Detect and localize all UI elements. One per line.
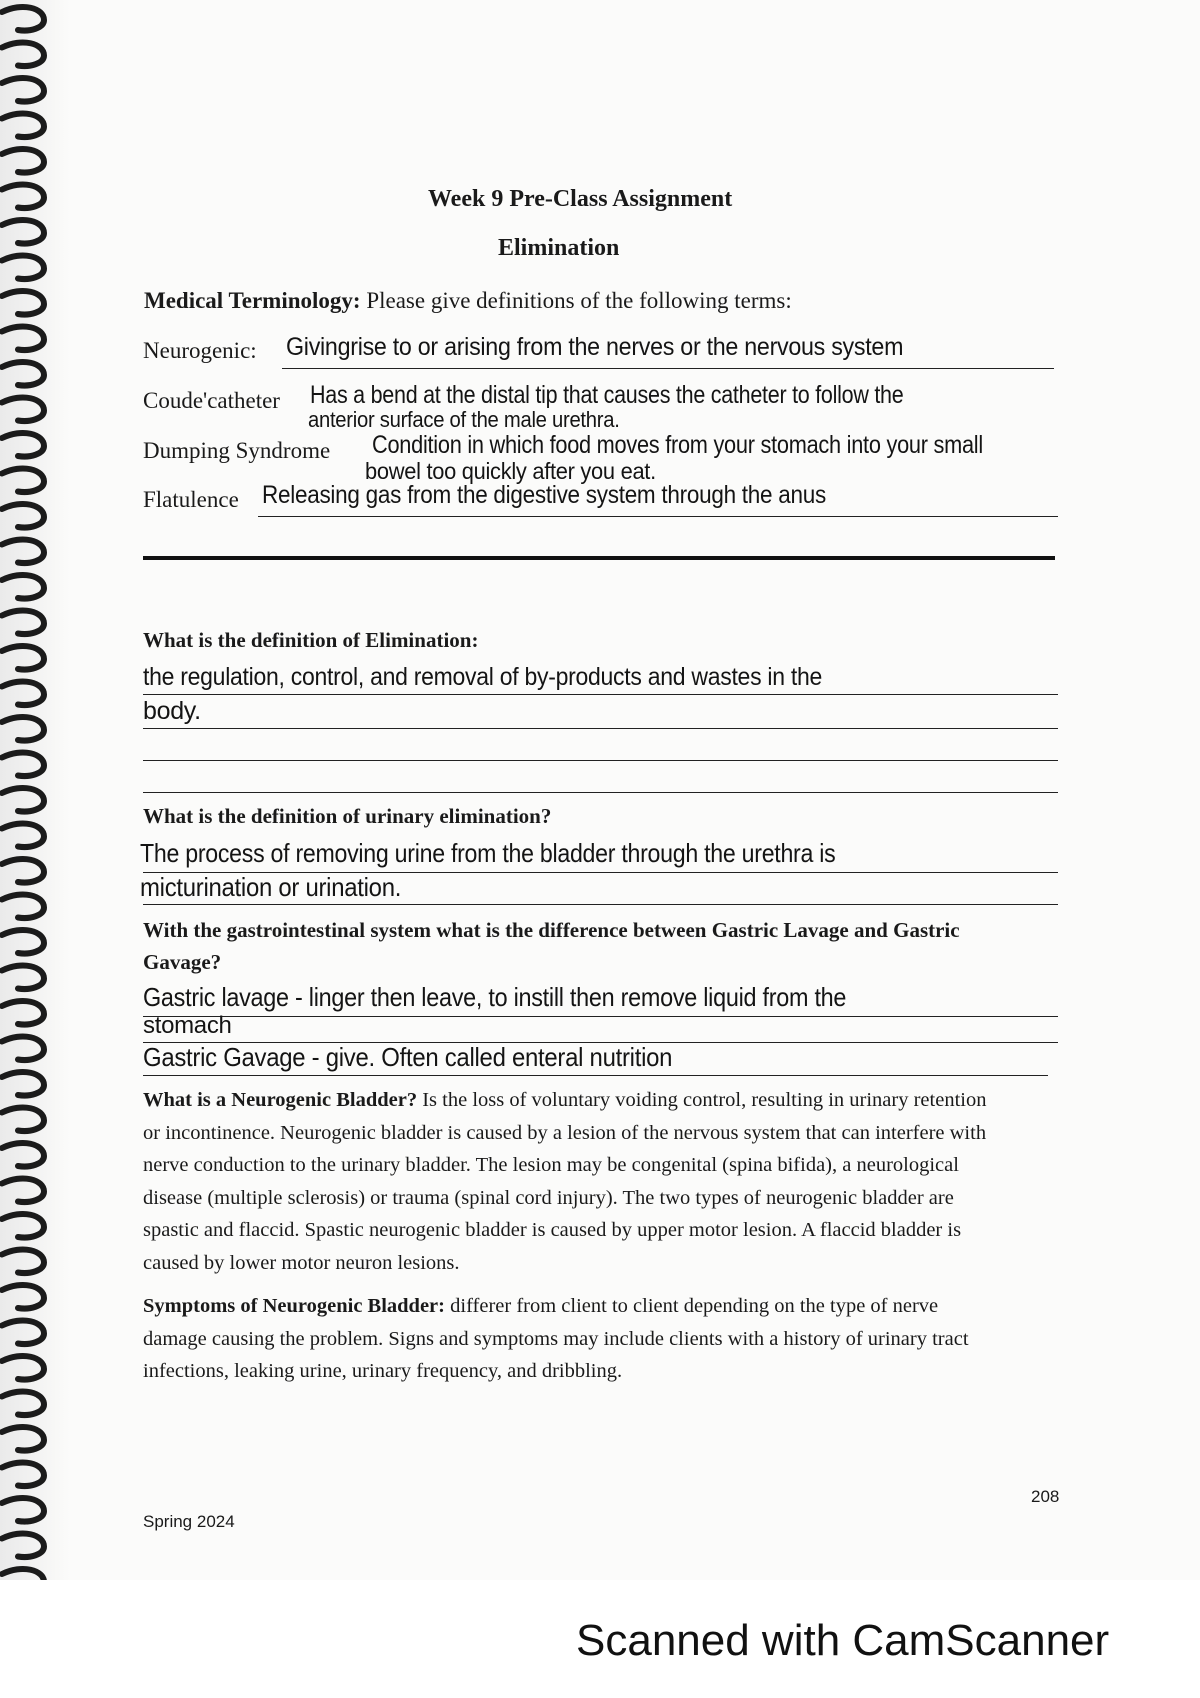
page-number: 208 xyxy=(1031,1487,1060,1506)
med-term-heading-line xyxy=(144,288,792,314)
answer-line-blank xyxy=(143,556,1055,560)
answer-dumping-syndrome-2: bowel too quickly after you eat. xyxy=(365,458,656,484)
answer-line xyxy=(143,694,1058,695)
symptoms-heading: Symptoms of Neurogenic Bladder: xyxy=(143,1295,445,1317)
answer-line xyxy=(258,516,1058,517)
answer-gastric-1: Gastric lavage - linger then leave, to instill then remove liquid from the xyxy=(143,982,847,1012)
answer-dumping-syndrome-1: Condition in which food moves from your stomach into your small xyxy=(372,431,983,459)
answer-line-blank xyxy=(143,760,1058,761)
term-label-neurogenic: Neurogenic: xyxy=(143,338,257,363)
answer-line-blank xyxy=(143,792,1058,793)
answer-urinary-1: The process of removing urine from the bladder through the urethra is xyxy=(140,838,836,868)
answer-line xyxy=(143,1075,1048,1076)
answer-elimination-2: body. xyxy=(143,697,201,725)
spiral-binding xyxy=(0,0,70,1580)
symptoms-body: differer from client to client depending on the type of nerve damage causing the problem. Signs and symptoms may include clients with a history of urinary tract infections, leaking urine, urinary frequency, and dribbling. xyxy=(143,1295,969,1382)
term-label-flatulence: Flatulence xyxy=(143,487,239,512)
symptoms-paragraph xyxy=(143,1290,1003,1388)
answer-neurogenic: Givingrise to or arising from the nerves or the nervous system xyxy=(286,333,904,361)
question-gastric-2: Gavage? xyxy=(143,950,222,974)
answer-coude-catheter-2: anterior surface of the male urethra. xyxy=(308,407,620,432)
answer-line xyxy=(282,368,1054,369)
question-gastric-1: With the gastrointestinal system what is the difference between Gastric Lavage and Gastric xyxy=(143,918,960,942)
question-urinary-elimination: What is the definition of urinary elimination? xyxy=(143,804,552,828)
answer-gastric-3: Gastric Gavage - give. Often called enteral nutrition xyxy=(143,1042,673,1072)
question-elimination: What is the definition of Elimination: xyxy=(143,628,479,652)
term-label-coude-catheter: Coude'catheter xyxy=(143,388,280,413)
neurogenic-bladder-body: Is the loss of voluntary voiding control, resulting in urinary retention or incontinence. Neurogenic bladder is caused by a lesion of the nervous system that can interfere with nerve conduction to the urinary bladder. The lesion may be congenital (spina bifida), a neurological disease (multiple sclerosis) or trauma (spinal cord injury). The two types of neurogenic bladder are spastic and flaccid. Spastic neurogenic bladder is caused by upper motor lesion. A flaccid bladder is caused by lower motor neuron lesions. xyxy=(143,1089,987,1274)
page-subtitle: Elimination xyxy=(498,235,620,261)
answer-line xyxy=(143,904,1058,905)
neurogenic-bladder-paragraph xyxy=(143,1084,1003,1279)
answer-gastric-2: stomach xyxy=(143,1012,232,1039)
answer-line xyxy=(143,728,1058,729)
term-label-dumping-syndrome: Dumping Syndrome xyxy=(143,438,331,463)
page-title: Week 9 Pre-Class Assignment xyxy=(428,186,733,212)
answer-elimination-1: the regulation, control, and removal of by-products and wastes in the xyxy=(143,663,823,691)
answer-urinary-2: micturination or urination. xyxy=(140,872,402,902)
med-term-instruction: Please give definitions of the following terms: xyxy=(366,288,792,313)
answer-coude-catheter-1: Has a bend at the distal tip that causes the catheter to follow the xyxy=(310,381,904,409)
camscanner-watermark: Scanned with CamScanner xyxy=(576,1616,1110,1665)
neurogenic-bladder-heading: What is a Neurogenic Bladder? xyxy=(143,1089,418,1111)
med-term-heading: Medical Terminology: xyxy=(144,288,361,313)
answer-flatulence: Releasing gas from the digestive system through the anus xyxy=(262,481,826,509)
answer-line xyxy=(143,1016,1058,1017)
footer-term: Spring 2024 xyxy=(143,1512,235,1531)
